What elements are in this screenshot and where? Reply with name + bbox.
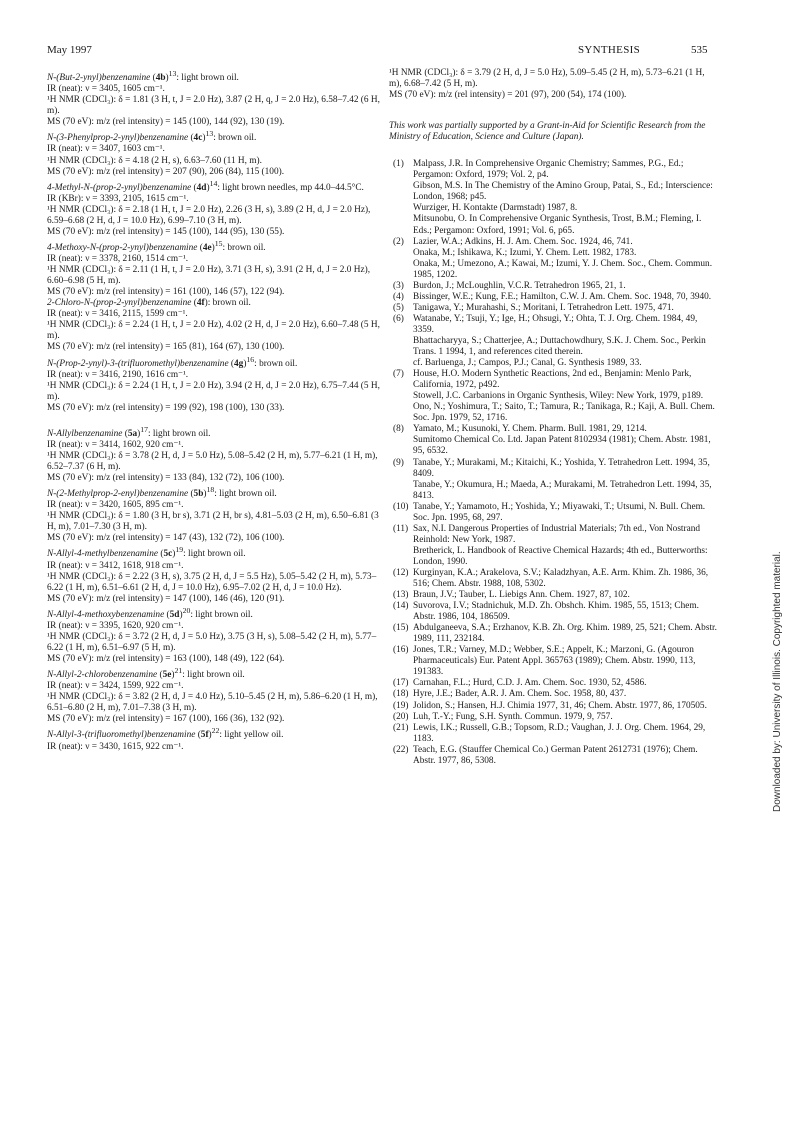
compound-description: light yellow oil. [222, 730, 284, 741]
reference-item [389, 281, 718, 292]
reference-text: Suvorova, I.V.; Stadnichuk, M.D. Zh. Obshch. Khim. 1985, 55, 1513; Chem. Abstr. 1986, 104, 186509. [413, 601, 699, 623]
reference-item [389, 623, 718, 645]
reference-number: (1) [393, 159, 404, 170]
compound-number: 4e [202, 243, 212, 254]
reference-number: (4) [393, 291, 404, 302]
reference-number: (19) [393, 700, 409, 711]
spectral-data-line: IR (neat): ν = 3412, 1618, 918 cm⁻¹. [47, 560, 184, 571]
header-page-number: 535 [691, 44, 708, 56]
reference-item [389, 712, 718, 723]
compound-name: N-Allylbenzenamine [47, 428, 123, 439]
section-gap [47, 414, 380, 424]
reference-item [389, 689, 718, 700]
reference-number: (15) [393, 623, 409, 634]
compound-number: 5f [200, 730, 209, 741]
reference-item [389, 645, 718, 678]
reference-number: (18) [393, 689, 409, 700]
reference-text: Lewis, I.K.; Russell, G.B.; Topsom, R.D.; Vaughan, J. J. Org. Chem. 1964, 29, 1183. [413, 722, 706, 744]
compound-number: 4g [234, 358, 244, 369]
compound-heading: N-Allyl-4-methylbenzenamine $(5c)^{19}$: light brown oil. [47, 545, 246, 560]
reference-superscript: 21 [174, 666, 183, 676]
reference-superscript: 20 [182, 605, 191, 615]
left-column [47, 68, 380, 753]
spectral-data-line: ¹H NMR (CDCl₃): δ = 1.81 (3 H, t, J = 2.0 Hz), 3.87 (2 H, q, J = 2.0 Hz), 6.58–7.42 (6 H, m). [47, 95, 380, 117]
reference-item [389, 424, 718, 457]
header-date: May 1997 [47, 44, 92, 56]
reference-item [389, 678, 718, 689]
spectral-data-line: IR (neat): ν = 3430, 1615, 922 cm⁻¹. [47, 741, 184, 752]
compound-heading: 4-Methyl-N-(prop-2-ynyl)benzenamine $(4d)^{14}$: light brown needles, mp 44.0–44.5°C. [47, 178, 364, 193]
reference-superscript: 22 [211, 726, 220, 736]
compound-name: 4-Methoxy-N-(prop-2-ynyl)benzenamine [47, 243, 198, 254]
download-watermark: Downloaded by: University of Illinois. Copyrighted material. [772, 551, 783, 812]
reference-number: (21) [393, 722, 409, 733]
compound-description: light brown needles, mp 44.0–44.5°C. [219, 182, 364, 193]
spectral-data-line: ¹H NMR (CDCl₃): δ = 2.22 (3 H, s), 3.75 (2 H, d, J = 5.5 Hz), 5.05–5.42 (2 H, m), 5.73–6.22 (1 H, m), 6.51–6.61 (2 H, d, J = 10.0 Hz), 6.95–7.02 (2 H, d, J = 10.0 Hz). [47, 571, 377, 593]
compound-heading: N-Allylbenzenamine $(5a)^{17}$: light brown oil. [47, 424, 211, 439]
spectral-data-line: ¹H NMR (CDCl₃): δ = 3.78 (2 H, d, J = 5.0 Hz), 5.08–5.42 (2 H, m), 5.77–6.21 (1 H, m), 6.52–7.37 (6 H, m). [47, 451, 378, 473]
reference-item [389, 745, 718, 767]
compound-name: N-Allyl-4-methylbenzenamine [47, 549, 159, 560]
compound-description: light brown oil. [150, 428, 211, 439]
compound-heading: N-Allyl-3-(trifluoromethyl)benzenamine $(5f)^{22}$: light yellow oil. [47, 726, 284, 741]
reference-superscript: 17 [140, 424, 148, 434]
reference-text: Jones, T.R.; Varney, M.D.; Webber, S.E.; Appelt, K.; Marzoni, G. (Agouron Pharmaceuticals) Eur. Patent Appl. 365763 (1989); Chem. Abstr. 1990, 113, 191383. [413, 645, 696, 678]
spectral-data-line: MS (70 eV): m/z (rel intensity) = 147 (100), 146 (46), 120 (91). [47, 593, 285, 604]
spectral-data-line: MS (70 eV): m/z (rel intensity) = 165 (81), 164 (67), 130 (100). [47, 342, 285, 353]
reference-number: (22) [393, 744, 409, 755]
reference-text: Abdulganeeva, S.A.; Erzhanov, K.B. Zh. Org. Khim. 1989, 25, 521; Chem. Abstr. 1989, 111, 232184. [413, 623, 717, 645]
spectral-data-line: MS (70 eV): m/z (rel intensity) = 207 (90), 206 (84), 115 (100). [47, 166, 285, 177]
reference-item [389, 524, 718, 568]
reference-number: (14) [393, 601, 409, 612]
reference-text: Kurginyan, K.A.; Arakelova, S.V.; Kaladzhyan, A.E. Arm. Khim. Zh. 1986, 36, 516; Chem. Abstr. 1988, 108, 5302. [413, 567, 709, 590]
spectral-data-line: MS (70 eV): m/z (rel intensity) = 145 (100), 144 (92), 130 (19). [47, 117, 285, 128]
reference-number: (11) [393, 523, 409, 534]
reference-text: Tanabe, Y.; Murakami, M.; Kitaichi, K.; Yoshida, Y. Tetrahedron Lett. 1994, 35, 8409. Tanabe, Y.; Okumura, H.; Maeda, A.; Murakami, M. Tetrahedron Lett. 1994, 35, 8413. [413, 457, 712, 501]
reference-text: Jolidon, S.; Hansen, H.J. Chimia 1977, 31, 46; Chem. Abstr. 1977, 86, 170505. [413, 700, 707, 711]
reference-text: Teach, E.G. (Stauffer Chemical Co.) German Patent 2612731 (1976); Chem. Abstr. 1977, 86, 5308. [413, 744, 698, 766]
compound-number: 4c [193, 133, 203, 144]
spectral-data-line: IR (neat): ν = 3424, 1599, 922 cm⁻¹. [47, 681, 184, 692]
compound-name: N-Allyl-2-chlorobenzenamine [47, 670, 158, 681]
compound-number: 5c [163, 549, 173, 560]
reference-text: Carnahan, F.L.; Hurd, C.D. J. Am. Chem. Soc. 1930, 52, 4586. [413, 678, 647, 689]
compound-name: N-(2-Methylprop-2-enyl)benzenamine [47, 489, 189, 500]
spectral-data-line: IR (neat): ν = 3420, 1605, 895 cm⁻¹. [47, 500, 184, 511]
spectral-data-line: IR (neat): ν = 3378, 2160, 1514 cm⁻¹. [47, 254, 189, 265]
spectral-data-line: ¹H NMR (CDCl₃): δ = 2.24 (1 H, t, J = 2.0 Hz), 3.94 (2 H, d, J = 2.0 Hz), 6.75–7.44 (5 H, m). [47, 380, 380, 402]
reference-item [389, 701, 718, 712]
right-column [389, 68, 718, 767]
reference-number: (17) [393, 678, 409, 689]
compound-heading: N-(2-Methylprop-2-enyl)benzenamine $(5b)^{18}$: light brown oil. [47, 485, 277, 500]
spectral-data-line: ¹H NMR (CDCl₃): δ = 1.80 (3 H, br s), 3.71 (2 H, br s), 4.81–5.03 (2 H, m), 6.50–6.81 (3 H, m), 7.01–7.30 (3 H, m). [47, 511, 379, 533]
spectral-data-line: ¹H NMR (CDCl₃): δ = 2.24 (1 H, t, J = 2.0 Hz), 4.02 (2 H, d, J = 2.0 Hz), 6.60–7.48 (5 H, m). [47, 320, 380, 342]
spectral-data-line: IR (neat): ν = 3414, 1602, 920 cm⁻¹. [47, 439, 184, 450]
compound-heading: N-(Prop-2-ynyl)-3-(trifluoromethyl)benzenamine $(4g)^{16}$: brown oil. [47, 354, 298, 369]
compound-description: light brown oil. [185, 549, 246, 560]
spectral-data-line: MS (70 eV): m/z (rel intensity) = 163 (100), 148 (49), 122 (64). [47, 654, 285, 665]
reference-superscript: 16 [246, 354, 255, 364]
compound-description: brown oil. [256, 358, 298, 369]
reference-text: Sax, N.I. Dangerous Properties of Industrial Materials; 7th ed., Von Nostrand Reinhold: New York, 1987. Bretherick, L. Handbook of Reactive Chemical Hazards; 4th ed., Butterworths: London, 1990. [413, 523, 708, 567]
compound-number: 5a [127, 428, 138, 439]
reference-superscript: 18 [206, 485, 215, 495]
acknowledgment: This work was partially supported by a Grant-in-Aid for Scientific Research from the Ministry of Education, Science and Culture (Japan). [389, 121, 706, 143]
compound-number: 5d [169, 609, 180, 620]
spectral-data-line: MS (70 eV): m/z (rel intensity) = 161 (100), 146 (57), 122 (94). [47, 287, 285, 298]
spectral-data-line: ¹H NMR (CDCl₃): δ = 2.18 (1 H, t, J = 2.0 Hz), 2.26 (3 H, s), 3.89 (2 H, d, J = 2.0 Hz), 6.59–6.68 (2 H, d, J = 10.0 Hz), 6.99–7.10 (3 H, m). [47, 204, 371, 226]
compound-name: 4-Methyl-N-(prop-2-ynyl)benzenamine [47, 182, 192, 193]
reference-number: (6) [393, 313, 404, 324]
characterization-data-continued [389, 68, 718, 101]
reference-item [389, 502, 718, 524]
spectral-data-line: MS (70 eV): m/z (rel intensity) = 147 (43), 132 (72), 106 (100). [47, 533, 285, 544]
spectral-data-line: MS (70 eV): m/z (rel intensity) = 145 (100), 144 (95), 130 (55). [47, 226, 285, 237]
compound-description: brown oil. [225, 243, 266, 254]
reference-number: (10) [393, 501, 409, 512]
compound-number: 5b [193, 489, 204, 500]
spectral-data-line: MS (70 eV): m/z (rel intensity) = 199 (92), 198 (100), 130 (33). [47, 402, 285, 413]
reference-number: (20) [393, 711, 409, 722]
compound-name: N-Allyl-3-(trifluoromethyl)benzenamine [47, 730, 196, 741]
spectral-data-line: IR (neat): ν = 3405, 1605 cm⁻¹. [47, 84, 165, 95]
spectral-data-line: MS (70 eV): m/z (rel intensity) = 167 (100), 166 (36), 132 (92). [47, 714, 285, 725]
reference-number: (2) [393, 236, 404, 247]
reference-text: House, H.O. Modern Synthetic Reactions, 2nd ed., Benjamin: Menlo Park, California, 1972, p492. Stowell, J.C. Carbanions in Organic Synthesis, Wiley: New York, 1979, p189. Ono, N.; Yoshimura, T.; Saito, T.; Tamura, R.; Tanikaga, R.; Kaji, A. Bull. Chem. Soc. Jpn. 1979, 52, 1716. [413, 369, 715, 424]
spectral-data-line: IR (KBr): ν = 3393, 2105, 1615 cm⁻¹. [47, 193, 189, 204]
spectral-data-line: IR (neat): ν = 3416, 2190, 1616 cm⁻¹. [47, 369, 189, 380]
compound-heading: N-Allyl-4-methoxybenzenamine $(5d)^{20}$: light brown oil. [47, 605, 253, 620]
reference-number: (16) [393, 645, 409, 656]
compound-number: 4b [155, 73, 166, 84]
compound-heading: N-(But-2-ynyl)benzenamine $(4b)^{13}$: light brown oil. [47, 69, 239, 84]
spectral-data-line: ¹H NMR (CDCl₃): δ = 4.18 (2 H, s), 6.63–7.60 (11 H, m). [47, 155, 262, 166]
compound-heading: 2-Chloro-N-(prop-2-ynyl)benzenamine (4f): brown oil. [47, 298, 251, 309]
compound-name: N-(But-2-ynyl)benzenamine [47, 73, 151, 84]
compound-number: 4d [196, 182, 207, 193]
reference-number: (3) [393, 280, 404, 291]
header-journal: SYNTHESIS [578, 44, 640, 56]
references-list [389, 159, 718, 767]
reference-text: Burdon, J.; McLoughlin, V.C.R. Tetrahedron 1965, 21, 1. [413, 280, 626, 291]
compound-number: 5e [162, 670, 172, 681]
reference-item [389, 159, 718, 236]
reference-item [389, 601, 718, 623]
reference-superscript: 14 [209, 178, 218, 188]
reference-number: (12) [393, 567, 409, 578]
reference-item [389, 314, 718, 369]
compound-name: 2-Chloro-N-(prop-2-ynyl)benzenamine [47, 298, 192, 309]
reference-item [389, 568, 718, 590]
spectral-data-line: ¹H NMR (CDCl₃): δ = 3.82 (2 H, d, J = 4.0 Hz), 5.10–5.45 (2 H, m), 5.86–6.20 (1 H, m), 6.51–6.80 (2 H, m), 7.01–7.38 (3 H, m). [47, 692, 378, 714]
reference-number: (5) [393, 302, 404, 313]
reference-text: Lazier, W.A.; Adkins, H. J. Am. Chem. Soc. 1924, 46, 741. Onaka, M.; Ishikawa, K.; Izumi, Y. Chem. Lett. 1982, 1783. Onaka, M.; Umezono, A.; Kawai, M.; Izumi, Y. J. Chem. Soc., Chem. Commun. 1985, 1202. [413, 236, 713, 280]
reference-item [389, 303, 718, 314]
compound-number: 4f [196, 298, 205, 309]
compound-description: brown oil. [210, 298, 251, 309]
reference-number: (7) [393, 369, 404, 380]
compound-name: N-(3-Phenylprop-2-ynyl)benzenamine [47, 133, 189, 144]
reference-text: Malpass, J.R. In Comprehensive Organic Chemistry; Sammes, P.G., Ed.; Pergamon: Oxford, 1979; Vol. 2, p4. Gibson, M.S. In The Chemistry of the Amino Group, Patai, S., Ed.; Interscience: London, 1968; p45. Wurziger, H. Kontakte (Darmstadt) 1987, 8. Mitsunobu, O. In Comprehensive Organic Synthesis, Trost, B.M.; Fleming, I. Eds.; Pergamon: Oxford, 1991; Vol. 6, p65. [413, 159, 713, 236]
spectral-data-line: ¹H NMR (CDCl₃): δ = 2.11 (1 H, t, J = 2.0 Hz), 3.71 (3 H, s), 3.91 (2 H, d, J = 2.0 Hz), 6.60–6.98 (5 H, m). [47, 265, 371, 287]
reference-number: (8) [393, 424, 404, 435]
spectral-data-line: IR (neat): ν = 3416, 2115, 1599 cm⁻¹. [47, 309, 188, 320]
reference-item [389, 458, 718, 502]
spectral-data-line: MS (70 eV): m/z (rel intensity) = 201 (97), 200 (54), 174 (100). [389, 90, 627, 101]
spectral-data-line: ¹H NMR (CDCl₃): δ = 3.72 (2 H, d, J = 5.0 Hz), 3.75 (3 H, s), 5.08–5.42 (2 H, m), 5.77–6.22 (1 H, m), 6.51–6.97 (5 H, m). [47, 632, 377, 654]
reference-number: (13) [393, 590, 409, 601]
compound-name: N-Allyl-4-methoxybenzenamine [47, 609, 165, 620]
reference-item [389, 590, 718, 601]
reference-text: Braun, J.V.; Tauber, L. Liebigs Ann. Chem. 1927, 87, 102. [413, 590, 630, 601]
reference-text: Luh, T.-Y.; Fung, S.H. Synth. Commun. 1979, 9, 757. [413, 711, 613, 722]
reference-item [389, 723, 718, 745]
reference-superscript: 13 [205, 129, 214, 139]
compound-heading: N-(3-Phenylprop-2-ynyl)benzenamine $(4c)^{13}$: brown oil. [47, 129, 257, 144]
reference-text: Tanabe, Y.; Yamamoto, H.; Yoshida, Y.; Miyawaki, T.; Utsumi, N. Bull. Chem. Soc. Jpn. 1995, 68, 297. [413, 501, 706, 523]
reference-item [389, 237, 718, 281]
reference-text: Hyre, J.E.; Bader, A.R. J. Am. Chem. Soc. 1958, 80, 437. [413, 689, 627, 700]
compound-heading: 4-Methoxy-N-(prop-2-ynyl)benzenamine $(4e)^{15}$: brown oil. [47, 238, 266, 254]
spectral-data-line: IR (neat): ν = 3395, 1620, 920 cm⁻¹. [47, 620, 184, 631]
compound-heading: N-Allyl-2-chlorobenzenamine $(5e)^{21}$: light brown oil. [47, 666, 245, 681]
reference-text: Watanabe, Y.; Tsuji, Y.; Ige, H.; Ohsugi, Y.; Ohta, T. J. Org. Chem. 1984, 49, 3359. Bhattacharyya, S.; Chatterjee, A.; Duttachowdhury, S.K. J. Chem. Soc., Perkin Trans. 1 1994, 1, and references cited therein. cf. Barluenga, J.; Campos, P.J.; Canal, G. Synthesis 1989, 33. [413, 313, 706, 369]
compound-name: N-(Prop-2-ynyl)-3-(trifluoromethyl)benzenamine [47, 358, 229, 369]
compound-description: brown oil. [215, 133, 257, 144]
reference-text: Bissinger, W.E.; Kung, F.E.; Hamilton, C.W. J. Am. Chem. Soc. 1948, 70, 3940. [413, 291, 712, 302]
spectral-data-line: ¹H NMR (CDCl₃): δ = 3.79 (2 H, d, J = 5.0 Hz), 5.09–5.45 (2 H, m), 5.73–6.21 (1 H, m), 6.68–7.42 (5 H, m). [389, 68, 705, 90]
compound-description: light brown oil. [216, 489, 277, 500]
reference-text: Tanigawa, Y.; Murahashi, S.; Moritani, I. Tetrahedron Lett. 1975, 471. [413, 302, 674, 313]
reference-text: Yamato, M.; Kusunoki, Y. Chem. Pharm. Bull. 1981, 29, 1214. Sumitomo Chemical Co. Ltd. Japan Patent 8102934 (1981); Chem. Abstr. 1981, 95, 6532. [413, 424, 711, 457]
compound-description: light brown oil. [192, 609, 253, 620]
compound-description: light brown oil. [178, 73, 239, 84]
reference-superscript: 19 [175, 545, 184, 555]
reference-superscript: 15 [214, 238, 223, 248]
spectral-data-line: MS (70 eV): m/z (rel intensity) = 133 (84), 132 (72), 106 (100). [47, 473, 285, 484]
spectral-data-line: IR (neat): ν = 3407, 1603 cm⁻¹. [47, 144, 165, 155]
reference-item [389, 292, 718, 303]
reference-item [389, 369, 718, 424]
compound-description: light brown oil. [184, 670, 245, 681]
reference-number: (9) [393, 457, 404, 468]
reference-superscript: 13 [168, 69, 177, 78]
